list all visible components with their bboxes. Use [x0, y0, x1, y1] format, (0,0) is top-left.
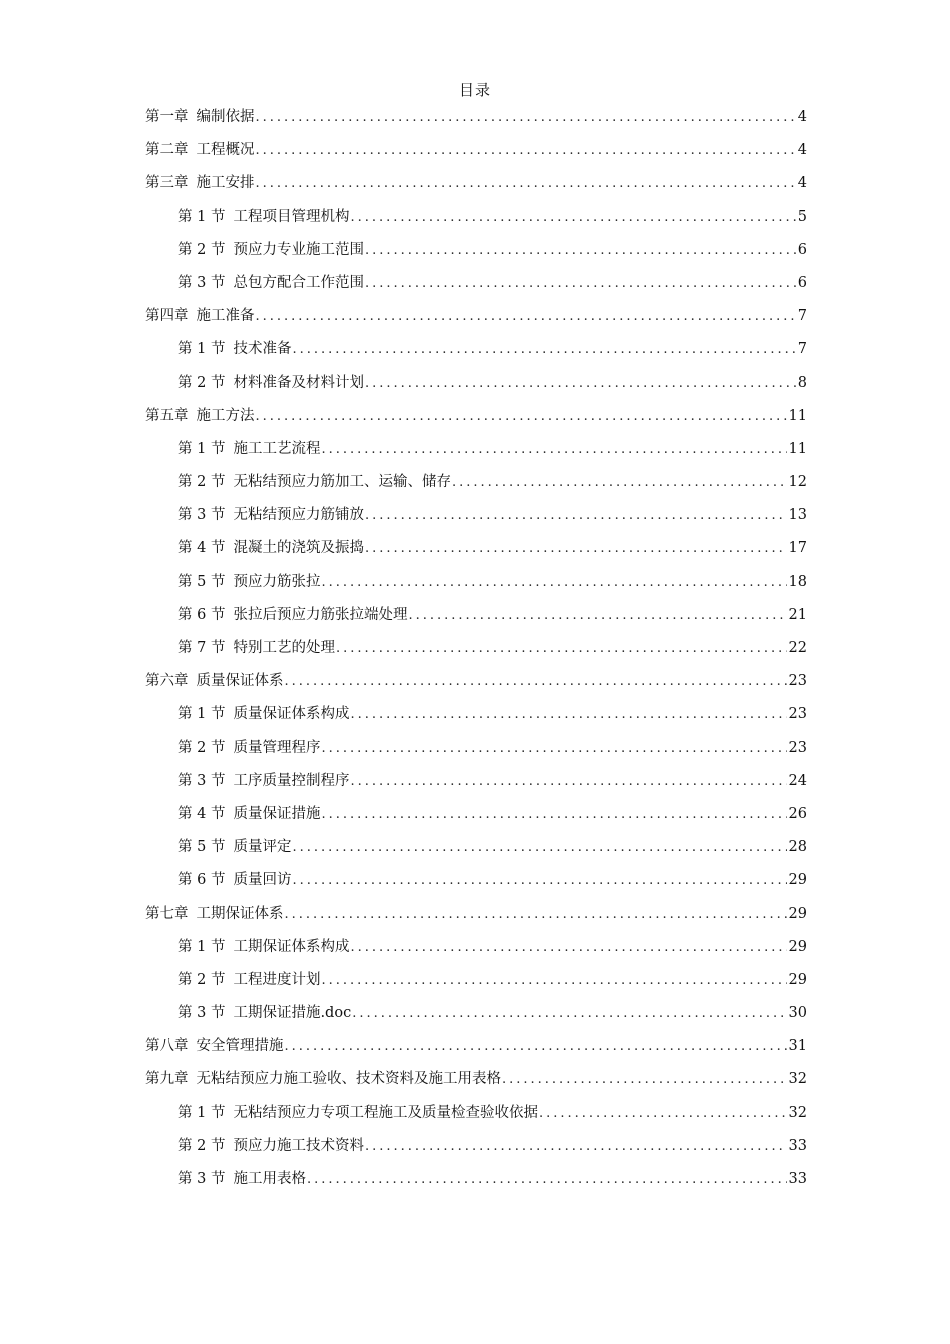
- toc-section-entry[interactable]: [145, 602, 807, 635]
- toc-page-number: 26: [788, 805, 807, 822]
- toc-page-number: 4: [797, 175, 807, 192]
- toc-dot-leader: [256, 171, 796, 197]
- toc-chapter-entry[interactable]: [145, 104, 807, 137]
- toc-entry-number: 第 2 节: [178, 474, 226, 491]
- toc-entry-title: 特别工艺的处理: [233, 640, 335, 656]
- toc-section-entry[interactable]: [145, 370, 807, 403]
- toc-entry-number: 第 6 节: [178, 872, 226, 889]
- toc-section-entry[interactable]: [145, 1100, 807, 1133]
- toc-entry-number: 第 2 节: [178, 374, 226, 391]
- toc-entry-title: 无粘结预应力筋铺放: [233, 507, 364, 524]
- table-of-contents: [145, 104, 807, 1199]
- toc-entry-title: 安全管理措施: [196, 1038, 284, 1055]
- toc-dot-leader: [321, 802, 786, 828]
- toc-page-number: 11: [788, 407, 807, 424]
- toc-entry-title: 施工安排: [196, 175, 255, 192]
- toc-entry-number: 第 2 节: [178, 739, 226, 756]
- toc-page-number: 23: [788, 673, 807, 690]
- toc-entry-title: 无粘结预应力施工验收、技术资料及施工用表格: [196, 1071, 501, 1088]
- toc-dot-leader: [307, 1167, 787, 1193]
- toc-dot-leader: [292, 337, 795, 363]
- toc-entry-title: 施工用表格: [233, 1171, 306, 1187]
- toc-page-number: 17: [788, 540, 807, 557]
- toc-entry-number: 第 2 节: [178, 971, 226, 988]
- toc-entry-number: 第 2 节: [178, 241, 226, 258]
- toc-entry-number: 第六章: [145, 673, 189, 690]
- toc-section-entry[interactable]: [145, 270, 807, 303]
- toc-entry-number: 第五章: [145, 407, 189, 424]
- toc-section-entry[interactable]: [145, 768, 807, 801]
- toc-section-entry[interactable]: [145, 237, 807, 270]
- toc-page-number: 29: [788, 971, 807, 988]
- toc-dot-leader: [285, 902, 787, 928]
- toc-page-number: 21: [788, 606, 807, 623]
- toc-entry-number: 第 3 节: [178, 507, 226, 524]
- toc-page-number: 24: [788, 772, 807, 789]
- toc-entry-title: 工期保证体系构成: [233, 938, 350, 955]
- toc-section-entry[interactable]: [145, 867, 807, 900]
- toc-entry-title: 预应力专业施工范围: [233, 241, 364, 258]
- toc-section-entry[interactable]: [145, 635, 807, 668]
- toc-dot-leader: [350, 935, 786, 961]
- toc-page-number: 31: [788, 1038, 807, 1055]
- toc-section-entry[interactable]: [145, 336, 807, 369]
- toc-section-entry[interactable]: [145, 1166, 807, 1199]
- toc-page-number: 18: [788, 573, 807, 590]
- toc-dot-leader: [336, 636, 787, 662]
- toc-section-entry[interactable]: [145, 436, 807, 469]
- toc-page-number: 13: [788, 507, 807, 524]
- toc-entry-title: 总包方配合工作范围: [233, 274, 364, 291]
- toc-entry-title: 工程进度计划: [233, 971, 321, 988]
- toc-page-number: 4: [797, 109, 807, 125]
- toc-entry-title: 无粘结预应力专项工程施工及质量检查验收依据: [233, 1104, 538, 1121]
- toc-dot-leader: [350, 702, 786, 728]
- toc-entry-number: 第七章: [145, 905, 189, 922]
- toc-entry-title: 施工方法: [196, 407, 255, 424]
- toc-entry-title: 工程项目管理机构: [233, 208, 350, 225]
- toc-entry-number: 第 1 节: [178, 341, 226, 358]
- toc-entry-number: 第九章: [145, 1071, 189, 1088]
- toc-section-entry[interactable]: [145, 569, 807, 602]
- toc-dot-leader: [321, 570, 786, 596]
- toc-entry-number: 第三章: [145, 175, 189, 192]
- toc-entry-number: 第 3 节: [178, 1171, 226, 1187]
- toc-dot-leader: [365, 503, 787, 529]
- toc-dot-leader: [350, 205, 795, 231]
- toc-section-entry[interactable]: [145, 701, 807, 734]
- toc-entry-number: 第四章: [145, 308, 189, 325]
- toc-chapter-entry[interactable]: [145, 1033, 807, 1066]
- toc-dot-leader: [292, 835, 786, 861]
- toc-section-entry[interactable]: [145, 535, 807, 568]
- toc-page-number: 5: [797, 208, 807, 225]
- toc-entry-title: 质量保证措施: [233, 805, 321, 822]
- toc-entry-title: 预应力筋张拉: [233, 573, 321, 590]
- toc-dot-leader: [350, 769, 786, 795]
- toc-dot-leader: [321, 968, 786, 994]
- toc-dot-leader: [256, 304, 796, 330]
- toc-chapter-entry[interactable]: [145, 668, 807, 701]
- toc-entry-title: 张拉后预应力筋张拉端处理: [233, 606, 408, 623]
- toc-entry-number: 第 5 节: [178, 839, 226, 856]
- toc-page-number: 33: [788, 1137, 807, 1154]
- toc-section-entry[interactable]: [145, 735, 807, 768]
- toc-entry-title: 工程概况: [196, 142, 255, 159]
- toc-entry-title: 技术准备: [233, 341, 292, 358]
- toc-section-entry[interactable]: [145, 801, 807, 834]
- toc-page-number: 11: [788, 440, 807, 457]
- toc-dot-leader: [452, 470, 787, 496]
- toc-page-number: 29: [788, 872, 807, 889]
- toc-page-number: 32: [788, 1104, 807, 1121]
- toc-page-number: 6: [797, 274, 807, 291]
- toc-entry-number: 第 5 节: [178, 573, 226, 590]
- toc-entry-title: 材料准备及材料计划: [233, 374, 364, 391]
- toc-dot-leader: [285, 1034, 787, 1060]
- toc-entry-number: 第八章: [145, 1038, 189, 1055]
- toc-chapter-entry[interactable]: [145, 403, 807, 436]
- toc-page-number: 8: [797, 374, 807, 391]
- toc-dot-leader: [365, 371, 796, 397]
- toc-page-number: 29: [788, 905, 807, 922]
- toc-entry-title: 施工准备: [196, 308, 255, 325]
- toc-page-number: 28: [788, 839, 807, 856]
- toc-dot-leader: [502, 1067, 787, 1093]
- toc-entry-title: 质量保证体系构成: [233, 706, 350, 723]
- toc-dot-leader: [321, 437, 786, 463]
- toc-dot-leader: [256, 105, 796, 131]
- toc-entry-title: 施工工艺流程: [233, 440, 321, 457]
- toc-entry-title: 质量评定: [233, 839, 292, 856]
- toc-entry-title: 工期保证体系: [196, 905, 284, 922]
- toc-entry-title: 编制依据: [196, 109, 255, 125]
- toc-chapter-entry[interactable]: [145, 137, 807, 170]
- toc-dot-leader: [365, 271, 796, 297]
- toc-page-number: 12: [788, 474, 807, 491]
- toc-page-number: 33: [788, 1171, 807, 1187]
- toc-entry-number: 第 4 节: [178, 805, 226, 822]
- toc-entry-number: 第 2 节: [178, 1137, 226, 1154]
- toc-page-number: 29: [788, 938, 807, 955]
- toc-entry-number: 第 4 节: [178, 540, 226, 557]
- toc-dot-leader: [539, 1101, 787, 1127]
- toc-entry-title: 质量保证体系: [196, 673, 284, 690]
- toc-dot-leader: [365, 1134, 787, 1160]
- toc-entry-title: 预应力施工技术资料: [233, 1137, 364, 1154]
- toc-entry-title: 工序质量控制程序: [233, 772, 350, 789]
- toc-section-entry[interactable]: [145, 469, 807, 502]
- toc-entry-number: 第 1 节: [178, 706, 226, 723]
- toc-page-number: 4: [797, 142, 807, 159]
- toc-page-number: 32: [788, 1071, 807, 1088]
- toc-section-entry[interactable]: [145, 967, 807, 1000]
- toc-entry-number: 第 3 节: [178, 1005, 226, 1022]
- toc-page-number: 23: [788, 739, 807, 756]
- toc-entry-title: 混凝土的浇筑及振捣: [233, 540, 364, 557]
- toc-entry-title: 质量回访: [233, 872, 292, 889]
- toc-entry-number: 第 1 节: [178, 440, 226, 457]
- toc-page-number: 23: [788, 706, 807, 723]
- toc-page-number: 22: [788, 640, 807, 656]
- toc-section-entry[interactable]: [145, 934, 807, 967]
- toc-chapter-entry[interactable]: [145, 303, 807, 336]
- toc-chapter-entry[interactable]: [145, 1066, 807, 1099]
- toc-page-number: 30: [788, 1005, 807, 1022]
- toc-entry-number: 第 7 节: [178, 640, 226, 656]
- toc-entry-number: 第 1 节: [178, 208, 226, 225]
- toc-entry-title: 无粘结预应力筋加工、运输、储存: [233, 474, 451, 491]
- toc-section-entry[interactable]: [145, 204, 807, 237]
- toc-entry-number: 第一章: [145, 109, 189, 125]
- toc-dot-leader: [256, 138, 796, 164]
- toc-dot-leader: [256, 404, 787, 430]
- toc-entry-number: 第 1 节: [178, 938, 226, 955]
- toc-section-entry[interactable]: [145, 1133, 807, 1166]
- toc-entry-number: 第 3 节: [178, 274, 226, 291]
- toc-entry-number: 第 3 节: [178, 772, 226, 789]
- toc-chapter-entry[interactable]: [145, 901, 807, 934]
- toc-page-number: 7: [797, 308, 807, 325]
- toc-section-entry[interactable]: [145, 1000, 807, 1033]
- toc-entry-title: 质量管理程序: [233, 739, 321, 756]
- toc-page-number: 7: [797, 341, 807, 358]
- toc-entry-number: 第 1 节: [178, 1104, 226, 1121]
- toc-dot-leader: [285, 669, 787, 695]
- toc-dot-leader: [365, 536, 787, 562]
- toc-page-number: 6: [797, 241, 807, 258]
- toc-section-entry[interactable]: [145, 502, 807, 535]
- toc-title: 目录: [458, 81, 491, 99]
- toc-entry-title: 工期保证措施.doc: [233, 1005, 352, 1022]
- toc-dot-leader: [352, 1001, 786, 1027]
- toc-dot-leader: [408, 603, 786, 629]
- toc-entry-number: 第 6 节: [178, 606, 226, 623]
- toc-dot-leader: [365, 238, 796, 264]
- toc-dot-leader: [321, 736, 786, 762]
- toc-chapter-entry[interactable]: [145, 170, 807, 203]
- toc-dot-leader: [292, 868, 786, 894]
- toc-entry-number: 第二章: [145, 142, 189, 159]
- toc-section-entry[interactable]: [145, 834, 807, 867]
